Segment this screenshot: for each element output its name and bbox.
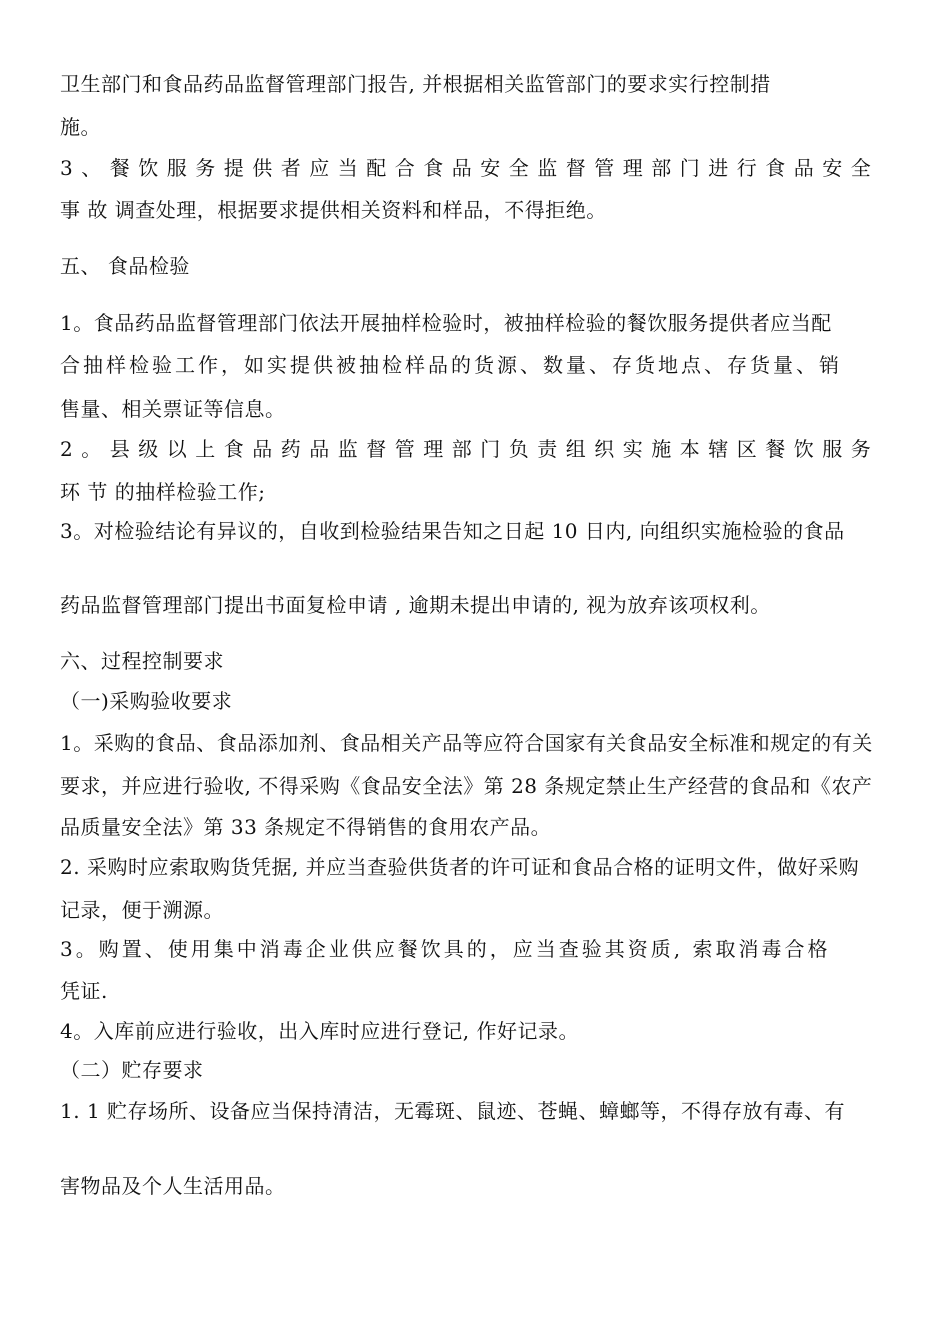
paragraph-line: 药品监督管理部门提出书面复检申请 , 逾期未提出申请的, 视为放弃该项权利。 xyxy=(60,593,771,617)
paragraph-line: 2. 采购时应索取购货凭据, 并应当查验供货者的许可证和食品合格的证明文件，做好采购 xyxy=(60,855,860,879)
paragraph-line: 施。 xyxy=(60,115,101,139)
paragraph-line: 凭证. xyxy=(60,979,108,1003)
paragraph-line: 售量、相关票证等信息。 xyxy=(60,397,286,421)
paragraph-line: 事 故 调查处理，根据要求提供相关资料和样品，不得拒绝。 xyxy=(60,198,607,222)
paragraph-line: 3。对检验结论有异议的，自收到检验结果告知之日起 10 日内, 向组织实施检验的食品 xyxy=(60,519,845,543)
paragraph-line: 合抽样检验工作，如实提供被抽检样品的货源、数量、存货地点、存货量、销 xyxy=(60,353,842,377)
section-heading: 六、过程控制要求 xyxy=(60,649,224,673)
paragraph-line: 1。采购的食品、食品添加剂、食品相关产品等应符合国家有关食品安全标准和规定的有关 xyxy=(60,731,873,755)
paragraph-line: 环 节 的抽样检验工作; xyxy=(60,480,266,504)
subsection-heading: （一)采购验收要求 xyxy=(60,689,233,713)
section-heading: 五、 食品检验 xyxy=(60,254,190,278)
paragraph-line: 记录，便于溯源。 xyxy=(60,898,224,922)
paragraph-line: 要求，并应进行验收, 不得采购《食品安全法》第 28 条规定禁止生产经营的食品和《农产 xyxy=(60,774,873,798)
paragraph-line: 卫生部门和食品药品监督管理部门报告, 并根据相关监管部门的要求实行控制措 xyxy=(60,72,771,96)
subsection-heading: （二）贮存要求 xyxy=(60,1058,204,1082)
paragraph-line: 1. 1 贮存场所、设备应当保持清洁，无霉斑、鼠迹、苍蝇、蟑螂等，不得存放有毒、有 xyxy=(60,1099,846,1123)
paragraph-line: 4。入库前应进行验收，出入库时应进行登记, 作好记录。 xyxy=(60,1019,579,1043)
paragraph-line: 3、餐饮服务提供者应当配合食品安全监督管理部门进行食品安全 xyxy=(60,156,880,180)
paragraph-line: 1。食品药品监督管理部门依法开展抽样检验时，被抽样检验的餐饮服务提供者应当配 xyxy=(60,311,832,335)
paragraph-line: 3。购置、使用集中消毒企业供应餐饮具的，应当查验其资质, 索取消毒合格 xyxy=(60,937,831,961)
paragraph-line: 害物品及个人生活用品。 xyxy=(60,1174,286,1198)
paragraph-line: 品质量安全法》第 33 条规定不得销售的食用农产品。 xyxy=(60,815,552,839)
paragraph-line: 2。县级以上食品药品监督管理部门负责组织实施本辖区餐饮服务 xyxy=(60,437,880,461)
